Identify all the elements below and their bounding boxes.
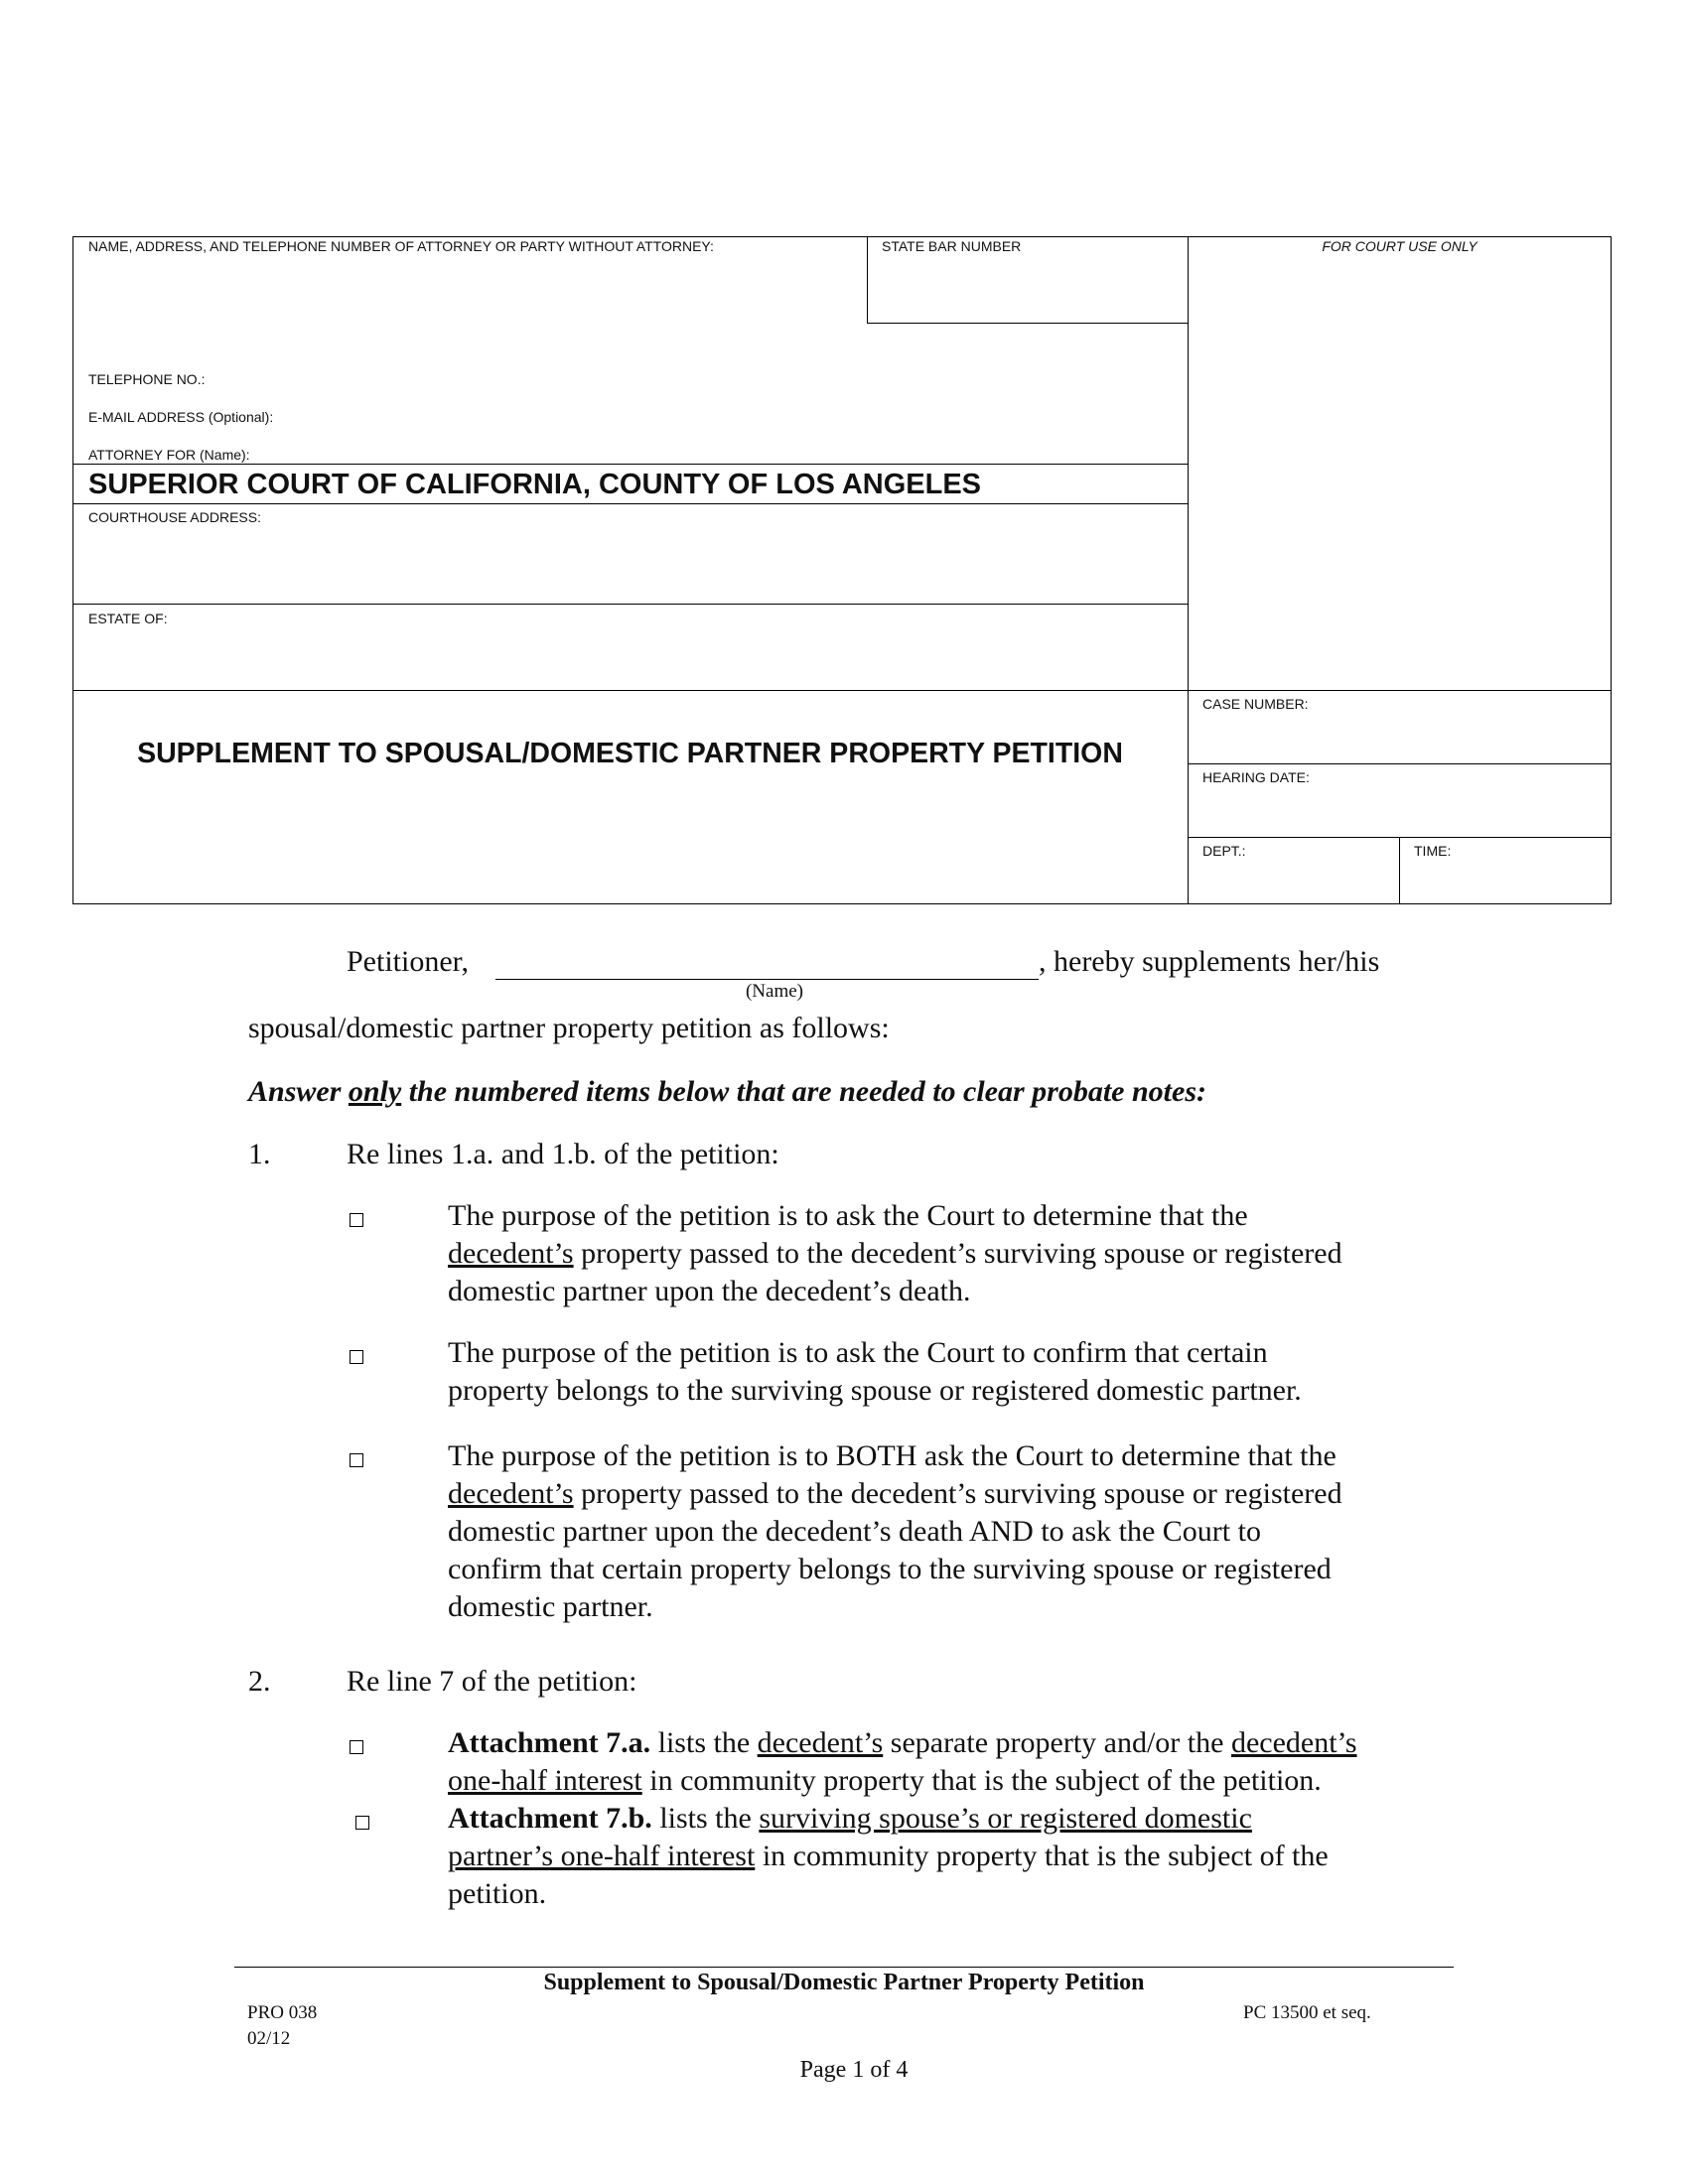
telephone-label: TELEPHONE NO.: [88,371,206,387]
divider-title-top [72,690,1612,691]
option-1c-text [448,1437,1471,1626]
divider-state-bar [867,236,868,324]
footer-revision: 02/12 [247,2028,291,2049]
state-bar-label: STATE BAR NUMBER [882,238,1022,254]
option-2a-checkbox[interactable] [350,1740,363,1754]
option-1a-decedents: decedent’s [448,1237,574,1270]
option-1a-line1: The purpose of the petition is to ask the Court to determine that the [448,1199,1248,1232]
option-2a-t2: separate property and/or the [883,1726,1231,1759]
instruction-only: only [348,1075,402,1108]
option-2a-attachment: Attachment 7.a. [448,1726,651,1759]
courthouse-field[interactable] [79,528,1182,600]
option-2a-decedents-1: decedent’s [757,1726,884,1759]
footer-title: Supplement to Spousal/Domestic Partner Property Petition [543,1970,1145,1995]
case-number-field[interactable] [1194,717,1606,760]
option-2a-decedents-2: decedent’s [1230,1726,1357,1759]
instruction-post: the numbered items below that are needed to clear probate notes: [401,1075,1206,1108]
footer-rule [234,1967,1454,1968]
option-1c-checkbox[interactable] [350,1453,363,1467]
option-2a-text [448,1724,1471,1800]
court-use-label: FOR COURT USE ONLY [1322,238,1477,254]
option-1c-line2 [448,1475,1471,1513]
option-2b-checkbox[interactable] [355,1816,369,1830]
option-1b-checkbox[interactable] [350,1350,363,1364]
option-2b-line1 [448,1800,1471,1838]
option-1a-text [448,1197,1471,1310]
court-name: SUPERIOR COURT OF CALIFORNIA, COUNTY OF LOS ANGELES [88,469,982,500]
footer-form-number: PRO 038 [247,2002,318,2023]
item2-number: 2. [248,1665,271,1698]
option-2a-line1 [448,1724,1471,1762]
item2-heading: Re line 7 of the petition: [347,1665,637,1698]
form-title: SUPPLEMENT TO SPOUSAL/DOMESTIC PARTNER PROPERTY PETITION [137,738,1123,769]
instruction-pre: Answer [248,1075,349,1108]
attorney-name-field[interactable] [79,260,854,359]
dept-field[interactable] [1194,862,1394,901]
intro-line-2: spousal/domestic partner property petition as follows: [248,1012,890,1044]
option-2a-line2 [448,1762,1471,1800]
option-1a-line2 [448,1235,1471,1273]
option-2b-surviving: surviving spouse’s or registered domestic [759,1802,1252,1835]
estate-label: ESTATE OF: [88,611,168,626]
option-1c-decedents: decedent’s [448,1477,574,1510]
option-1b-text [448,1334,1471,1410]
footer-page: Page 1 of 4 [799,2057,909,2083]
divider-case-bottom [1188,763,1612,764]
divider-court-use [1188,236,1189,904]
hearing-date-field[interactable] [1194,790,1606,834]
instruction [248,1073,1206,1111]
dept-label: DEPT.: [1202,843,1246,859]
option-2b-line3: petition. [448,1877,547,1910]
option-1c-line2-rest: property passed to the decedent’s surviving spouse or registered [573,1477,1342,1510]
hearing-date-label: HEARING DATE: [1202,769,1310,785]
option-2b-line2 [448,1838,1471,1875]
option-2b-t2: in community property that is the subject of the [755,1840,1329,1872]
petitioner-suffix: , hereby supplements her/his [1039,945,1380,978]
email-label: E-MAIL ADDRESS (Optional): [88,409,274,425]
option-1b-line2: property belongs to the surviving spouse or registered domestic partner. [448,1374,1302,1407]
petitioner-name-field[interactable] [495,953,1039,980]
option-2b-text [448,1800,1471,1913]
divider-state-bar-bottom [867,323,1188,324]
option-1a-checkbox[interactable] [350,1213,363,1227]
estate-field[interactable] [79,629,1182,687]
option-1c-line5: domestic partner. [448,1590,653,1623]
footer-statute: PC 13500 et seq. [1243,2002,1371,2023]
option-1b-line1: The purpose of the petition is to ask the Court to confirm that certain [448,1336,1268,1369]
divider-court-bottom [72,503,1188,504]
case-number-label: CASE NUMBER: [1202,696,1309,712]
option-1c-line4: confirm that certain property belongs to the surviving spouse or registered [448,1553,1332,1585]
option-1c-line1: The purpose of the petition is to BOTH ask the Court to determine that the [448,1439,1336,1472]
divider-estate-top [72,604,1188,605]
option-2b-t1: lists the [651,1802,760,1835]
petitioner-prefix: Petitioner, [347,945,469,978]
option-1a-line2-rest: property passed to the decedent’s surviving spouse or registered [573,1237,1342,1270]
courthouse-label: COURTHOUSE ADDRESS: [88,509,261,525]
option-2a-t3: in community property that is the subject of the petition. [641,1764,1322,1797]
time-label: TIME: [1414,843,1452,859]
item1-number: 1. [248,1138,271,1170]
time-field[interactable] [1405,862,1606,901]
divider-dept-time [1399,837,1400,904]
option-2b-partners-half: partner’s one-half interest [448,1840,756,1872]
option-2a-t1: lists the [650,1726,758,1759]
option-1a-line3: domestic partner upon the decedent’s death. [448,1275,971,1307]
attorney-label: NAME, ADDRESS, AND TELEPHONE NUMBER OF ATTORNEY OR PARTY WITHOUT ATTORNEY: [88,238,714,254]
divider-court-top [72,464,1188,465]
option-2a-one-half: one-half interest [448,1764,642,1797]
option-1c-line3: domestic partner upon the decedent’s death AND to ask the Court to [448,1515,1261,1548]
attorney-for-label: ATTORNEY FOR (Name): [88,447,250,463]
item1-heading: Re lines 1.a. and 1.b. of the petition: [347,1138,779,1170]
state-bar-field[interactable] [874,260,1182,318]
option-2b-attachment: Attachment 7.b. [448,1802,652,1835]
name-caption: (Name) [745,981,804,1002]
